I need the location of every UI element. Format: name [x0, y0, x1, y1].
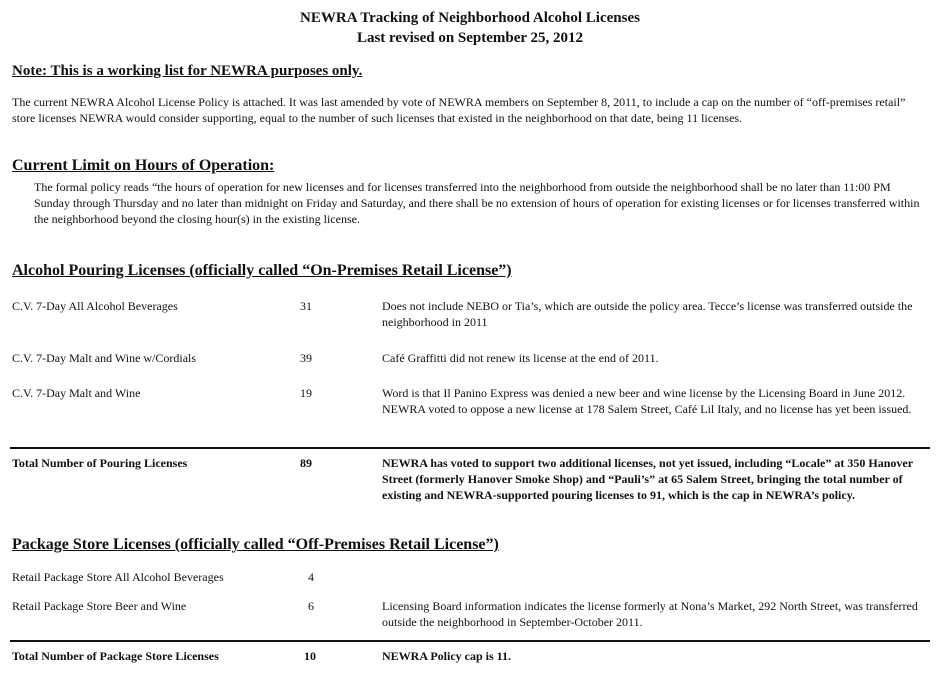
package-row-note: Licensing Board information indicates the license formerly at Nona’s Market, 292 North Street, was transferred outside the neighborhood in September-October 2011. [382, 599, 918, 629]
pouring-row-label: C.V. 7-Day All Alcohol Beverages [12, 299, 178, 313]
hours-heading: Current Limit on Hours of Operation: [12, 157, 275, 174]
revision-date: Last revised on September 25, 2012 [356, 30, 584, 46]
pouring-total-label: Total Number of Pouring Licenses [12, 456, 188, 470]
pouring-total-note: NEWRA has voted to support two additional licenses, not yet issued, including “Locale” at 350 Hanover Street (formerly Hanover Smoke Shop) and “Pauli’s” at 65 Salem Street, bringing the total number of existing and NEWRA-supported pouring licenses to 91, which is the cap in NEWRA’s policy. [382, 456, 913, 502]
package-row-label: Retail Package Store Beer and Wine [12, 599, 187, 613]
pouring-row-note: Does not include NEBO or Tia’s, which are outside the policy area. Tecce’s license was transferred outside the neighborhood in 2011 [382, 299, 913, 329]
note-paragraph: The current NEWRA Alcohol License Policy is attached. It was last amended by vote of NEWRA members on September 8, 2011, to include a cap on the number of “off-premises retail” store licenses NEWRA would consider supporting, equal to the number of such licenses that existed in the neighborhood on that date, being 11 licenses. [12, 95, 906, 125]
package-row-count: 6 [308, 599, 314, 613]
document-title: NEWRA Tracking of Neighborhood Alcohol Licenses [300, 10, 640, 26]
hours-paragraph: The formal policy reads “the hours of operation for new licenses and for licenses transferred into the neighborhood from outside the neighborhood shall be no later than 11:00 PM Sunday through Thursday and no later than midnight on Friday and Saturday, and there shall be no extension of hours of operation for existing licenses or for licenses transferred within the neighborhood beyond the closing hour(s) in the existing license. [34, 180, 920, 226]
package-row-count: 4 [308, 570, 314, 584]
divider-line [10, 447, 930, 449]
pouring-row-count: 19 [300, 386, 312, 400]
pouring-row-note: Café Graffitti did not renew its license at the end of 2011. [382, 351, 659, 365]
note-heading: Note: This is a working list for NEWRA purposes only. [12, 63, 363, 79]
pouring-row-count: 39 [300, 351, 312, 365]
package-total-note: NEWRA Policy cap is 11. [382, 649, 512, 663]
package-total-label: Total Number of Package Store Licenses [12, 649, 219, 663]
package-total-count: 10 [304, 649, 316, 663]
divider-line [10, 640, 930, 642]
pouring-row-count: 31 [300, 299, 312, 313]
pouring-row-label: C.V. 7-Day Malt and Wine w/Cordials [12, 351, 197, 365]
pouring-heading: Alcohol Pouring Licenses (officially called “On-Premises Retail License”) [12, 262, 512, 279]
pouring-total-count: 89 [300, 456, 312, 470]
pouring-row-note: Word is that Il Panino Express was denied a new beer and wine license by the Licensing Board in June 2012. NEWRA voted to oppose a new license at 178 Salem Street, Café Lil Italy, and no license has yet been issued. [382, 386, 912, 416]
pouring-row-label: C.V. 7-Day Malt and Wine [12, 386, 141, 400]
package-row-label: Retail Package Store All Alcohol Beverages [12, 570, 224, 584]
package-heading: Package Store Licenses (officially called “Off-Premises Retail License”) [12, 536, 499, 553]
